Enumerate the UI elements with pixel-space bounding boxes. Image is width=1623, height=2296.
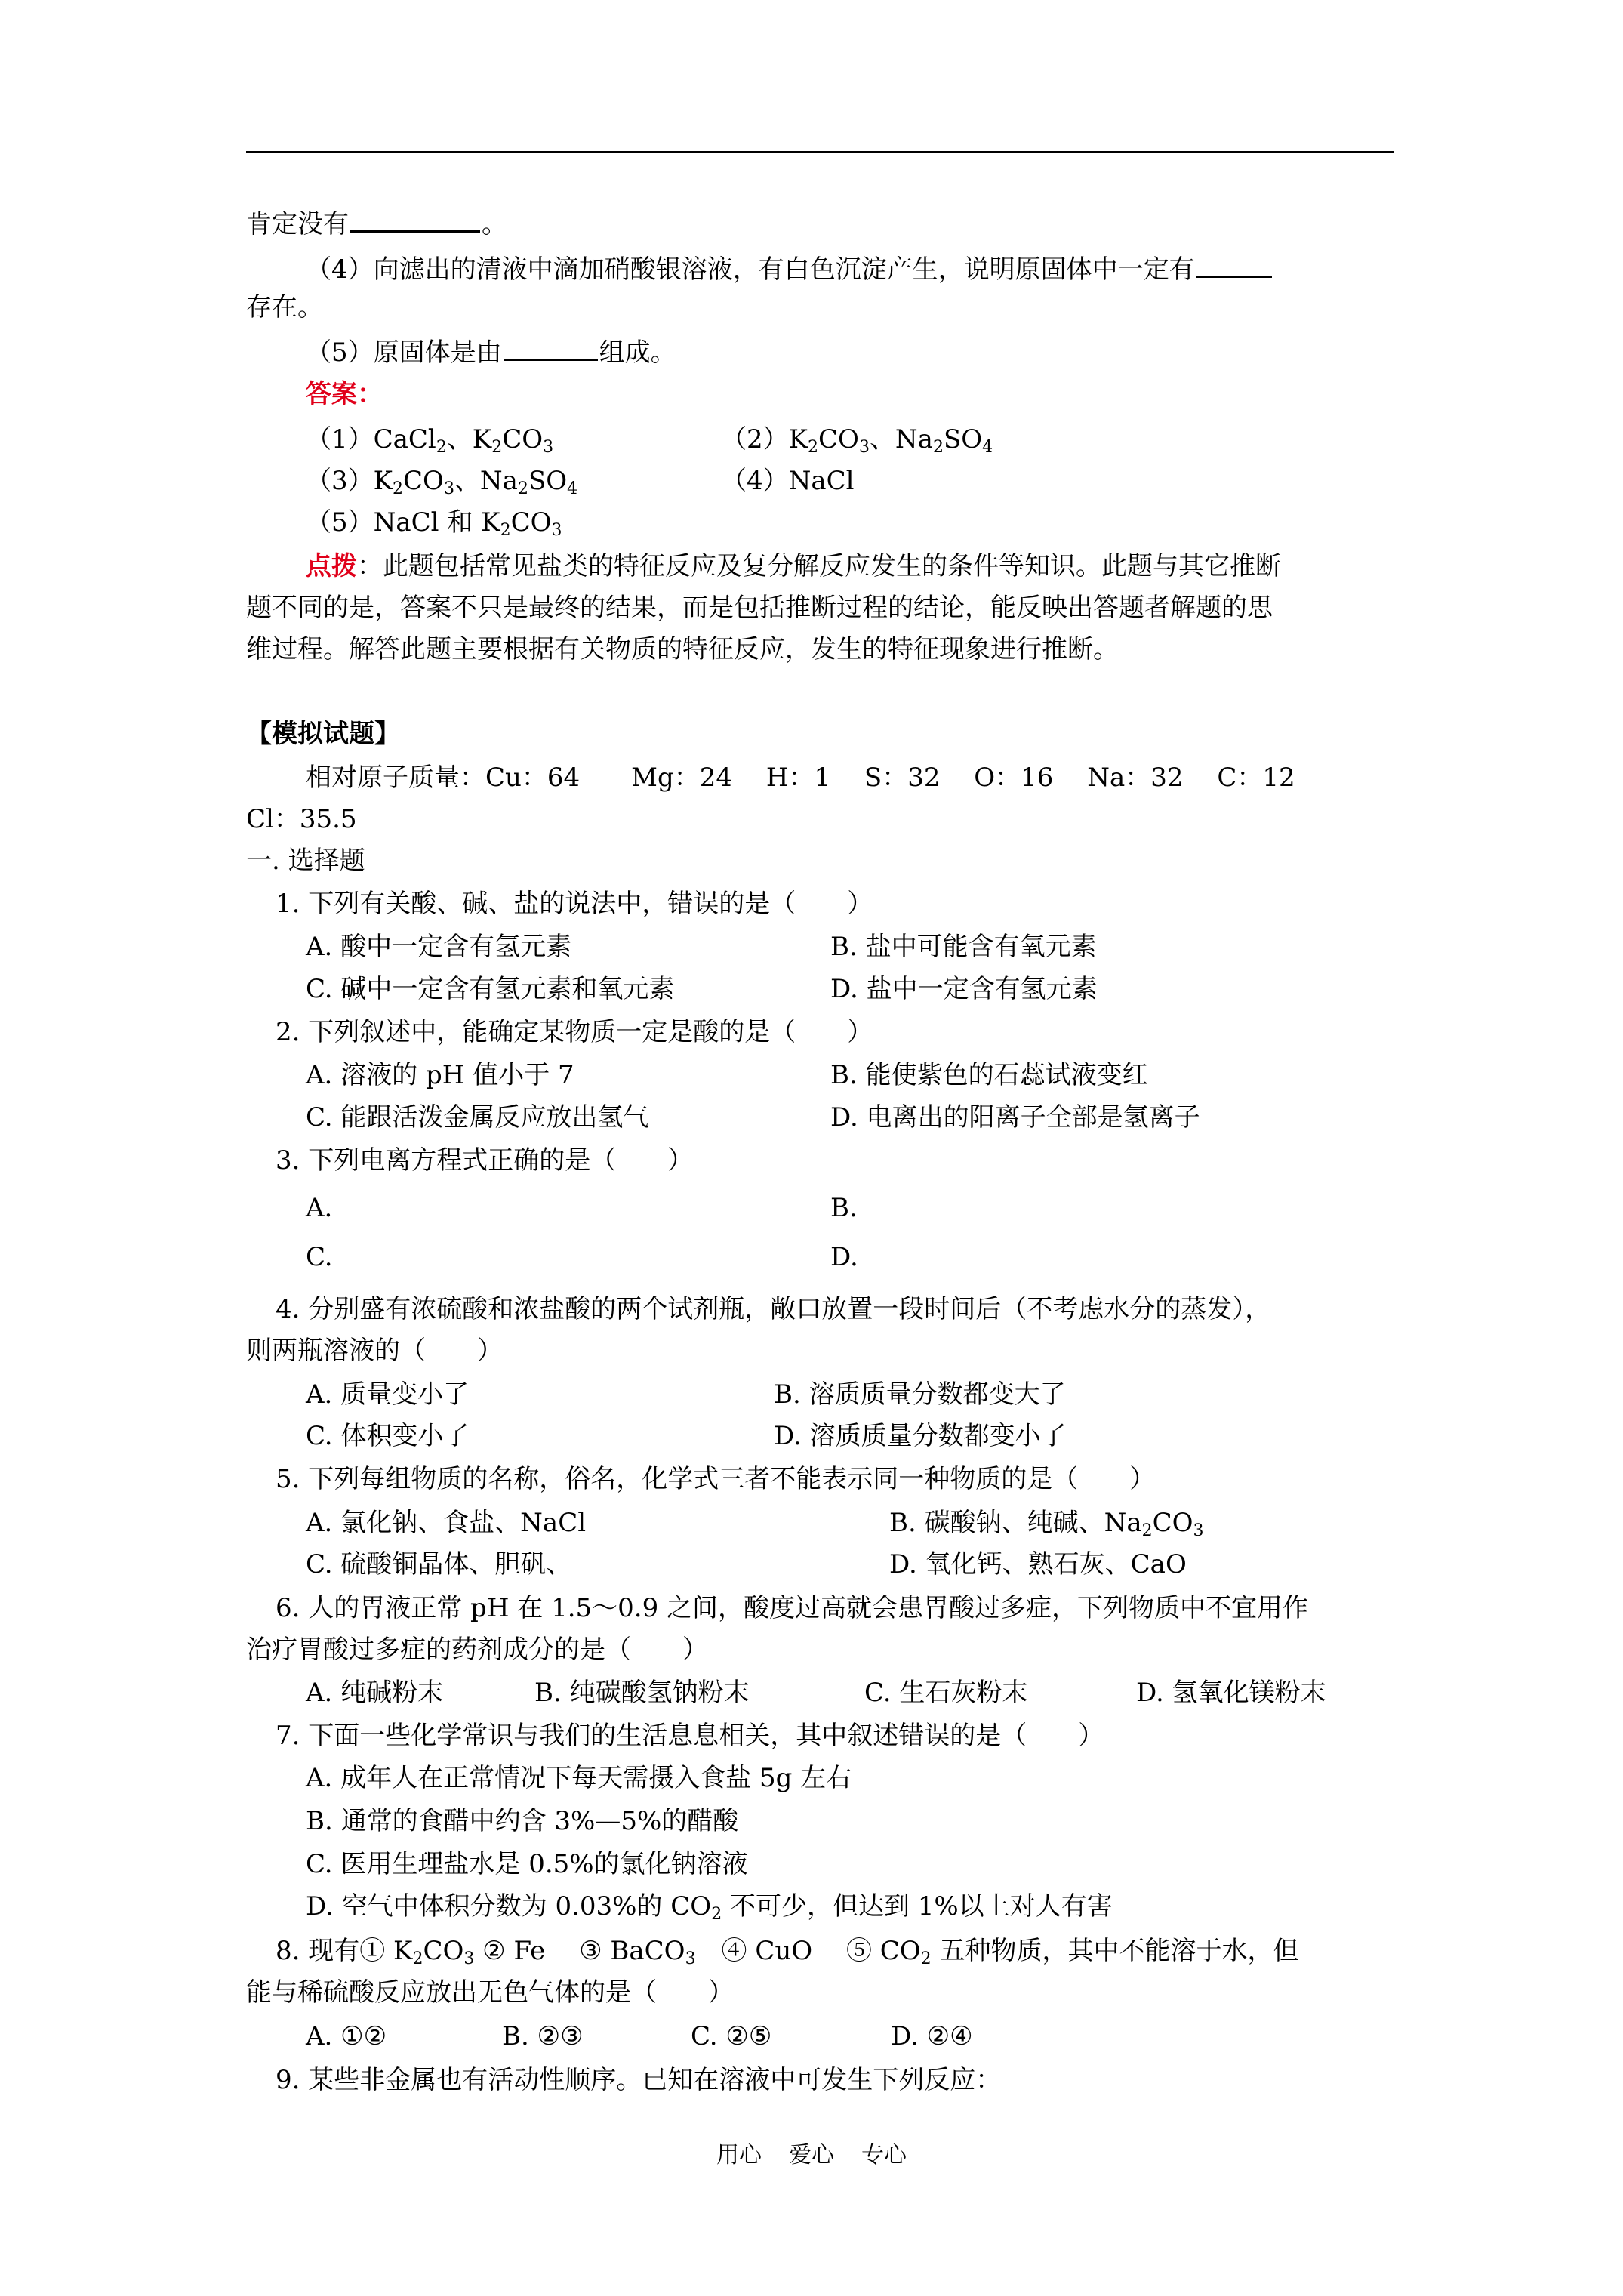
q4-line: [306, 253, 1273, 286]
q7-option-c: C. 医用生理盐水是 0.5%的氯化钠溶液: [306, 1849, 748, 1879]
answer-4: （4）NaCl: [721, 466, 855, 496]
q4-option-c: C. 体积变小了: [306, 1421, 470, 1451]
q3-tail-line: [246, 208, 507, 241]
q1-option-c: C. 碱中一定含有氢元素和氧元素: [306, 974, 675, 1004]
question-1: 1. 下列有关酸、碱、盐的说法中，错误的是（ ）: [276, 889, 873, 919]
atomic-mass-line2: Cl：35.5: [246, 804, 357, 834]
text: CO: [502, 424, 544, 455]
section-title: 【模拟试题】: [246, 719, 400, 749]
q8-option-b: B. ②③: [502, 2021, 584, 2051]
subscript: 4: [567, 479, 578, 498]
subscript: 2: [436, 438, 447, 457]
q5-option-d: D. 氧化钙、熟石灰、CaO: [889, 1549, 1187, 1579]
q5-option-b: [889, 1506, 1204, 1539]
subscript: 2: [932, 438, 944, 457]
subscript: 3: [685, 1949, 696, 1968]
q5-option-c: C. 硫酸铜晶体、胆矾、: [306, 1549, 572, 1579]
q1-option-a: A. 酸中一定含有氢元素: [306, 932, 572, 962]
q8-option-c: C. ②⑤: [691, 2021, 772, 2051]
answer-2: [721, 423, 993, 456]
part-title: 一. 选择题: [246, 846, 365, 876]
q5-line: [306, 336, 676, 369]
footer-word: 专心: [861, 2142, 907, 2168]
text: ：此题包括常见盐类的特征反应及复分解反应发生的条件等知识。此题与其它推断: [357, 551, 1281, 581]
text: 五种物质，其中不能溶于水，但: [931, 1936, 1299, 1966]
q2-option-a: A. 溶液的 pH 值小于 7: [306, 1060, 574, 1090]
answer-1: [306, 423, 553, 456]
text: SO: [943, 424, 983, 455]
subscript: 3: [463, 1949, 475, 1968]
q4-option-d: D. 溶质质量分数都变小了: [774, 1421, 1067, 1451]
header-rule: [246, 151, 1394, 153]
q3-option-b: B.: [830, 1193, 858, 1223]
text: 。: [482, 209, 507, 239]
question-2: 2. 下列叙述中，能确定某物质一定是酸的是（ ）: [276, 1017, 873, 1047]
hint-line2: 题不同的是，答案不只是最终的结果，而是包括推断过程的结论，能反映出答题者解题的思: [246, 593, 1273, 623]
subscript: 2: [393, 479, 404, 498]
text: 不可少，但达到 1%以上对人有害: [722, 1891, 1113, 1922]
subscript: 3: [858, 438, 870, 457]
answer-blank: [1196, 253, 1272, 278]
question-7: 7. 下面一些化学常识与我们的生活息息相关，其中叙述错误的是（ ）: [276, 1721, 1104, 1751]
text: CO: [510, 507, 552, 538]
text: ② Fe ③ BaCO: [474, 1936, 685, 1966]
subscript: 2: [808, 438, 819, 457]
q4-option-b: B. 溶质质量分数都变大了: [774, 1379, 1066, 1410]
page-footer: [0, 2140, 1623, 2171]
answer-5: [306, 506, 562, 539]
text: 肯定没有: [246, 209, 349, 239]
question-9: 9. 某些非金属也有活动性顺序。已知在溶液中可发生下列反应：: [276, 2065, 1002, 2095]
question-6-line2: 治疗胃酸过多症的药剂成分的是（ ）: [246, 1635, 708, 1665]
subscript: 2: [412, 1949, 423, 1968]
q2-option-d: D. 电离出的阳离子全部是氢离子: [830, 1102, 1200, 1133]
answer-3: [306, 464, 577, 498]
text: CO: [403, 466, 444, 496]
text: 组成。: [599, 337, 676, 368]
q6-option-c: C. 生石灰粉末: [864, 1678, 1028, 1708]
footer-word: 用心: [716, 2142, 762, 2168]
text: ④ CuO ⑤ CO: [695, 1936, 921, 1966]
text: CO: [818, 424, 859, 455]
text: （2）K: [721, 424, 808, 455]
text: B. 碳酸钠、纯碱、Na: [889, 1508, 1142, 1538]
text: （5）原固体是由: [306, 337, 502, 368]
hint-label: 点拨: [306, 551, 357, 581]
answer-blank: [504, 336, 598, 361]
text: （1）CaCl: [306, 424, 436, 455]
q3-option-a: A.: [306, 1193, 333, 1223]
hint-line1: [306, 550, 1281, 583]
subscript: 2: [1141, 1521, 1153, 1540]
subscript: 3: [551, 521, 562, 540]
q7-option-a: A. 成年人在正常情况下每天需摄入食盐 5g 左右: [306, 1763, 852, 1793]
q1-option-b: B. 盐中可能含有氧元素: [830, 932, 1097, 962]
atomic-mass-line1: 相对原子质量：Cu：64 Mg：24 H：1 S：32 O：16 Na：32 C：12: [306, 763, 1295, 793]
q5-option-a: A. 氯化钠、食盐、NaCl: [306, 1508, 587, 1538]
subscript: 2: [711, 1905, 722, 1924]
question-3: 3. 下列电离方程式正确的是（ ）: [276, 1145, 694, 1176]
question-8-line2: 能与稀硫酸反应放出无色气体的是（ ）: [246, 1977, 734, 2008]
q7-option-b: B. 通常的食醋中约含 3%—5%的醋酸: [306, 1806, 739, 1836]
question-4-line2: 则两瓶溶液的（ ）: [246, 1336, 503, 1366]
q7-option-d: [306, 1890, 1113, 1923]
q6-option-b: B. 纯碳酸氢钠粉末: [534, 1678, 750, 1708]
text: 、Na: [454, 466, 518, 496]
subscript: 3: [443, 479, 454, 498]
text: （5）NaCl 和 K: [306, 507, 500, 538]
text: D. 空气中体积分数为 0.03%的 CO: [306, 1891, 712, 1922]
text: （3）K: [306, 466, 393, 496]
q8-option-a: A. ①②: [306, 2021, 387, 2051]
q6-option-a: A. 纯碱粉末: [306, 1678, 444, 1708]
text: 、Na: [869, 424, 933, 455]
question-6: 6. 人的胃液正常 pH 在 1.5～0.9 之间，酸度过高就会患胃酸过多症，下列物质中不宜用作: [276, 1593, 1309, 1623]
text: SO: [528, 466, 568, 496]
q1-option-d: D. 盐中一定含有氢元素: [830, 974, 1098, 1004]
q4-line2: 存在。: [246, 292, 323, 322]
q3-option-d: D.: [830, 1242, 858, 1272]
answer-blank: [350, 208, 480, 233]
text: 8. 现有① K: [276, 1936, 413, 1966]
q4-option-a: A. 质量变小了: [306, 1379, 470, 1410]
subscript: 3: [1193, 1521, 1204, 1540]
subscript: 3: [543, 438, 554, 457]
footer-word: 爱心: [789, 2142, 834, 2168]
text: CO: [1152, 1508, 1193, 1538]
subscript: 2: [517, 479, 528, 498]
subscript: 2: [500, 521, 511, 540]
text: （4）向滤出的清液中滴加硝酸银溶液，有白色沉淀产生，说明原固体中一定有: [306, 254, 1195, 285]
question-8: [276, 1934, 1298, 1968]
q2-option-b: B. 能使紫色的石蕊试液变红: [830, 1060, 1148, 1090]
text: 、K: [446, 424, 492, 455]
q6-option-d: D. 氢氧化镁粉末: [1136, 1678, 1326, 1708]
q3-option-c: C.: [306, 1242, 333, 1272]
q2-option-c: C. 能跟活泼金属反应放出氢气: [306, 1102, 649, 1133]
text: CO: [423, 1936, 464, 1966]
subscript: 4: [982, 438, 993, 457]
q8-option-d: D. ②④: [891, 2021, 973, 2051]
subscript: 2: [491, 438, 503, 457]
answer-label: 答案：: [306, 379, 383, 409]
question-5: 5. 下列每组物质的名称，俗名，化学式三者不能表示同一种物质的是（ ）: [276, 1464, 1156, 1494]
question-4: 4. 分别盛有浓硫酸和浓盐酸的两个试剂瓶，敞口放置一段时间后（不考虑水分的蒸发），: [276, 1294, 1271, 1324]
hint-line3: 维过程。解答此题主要根据有关物质的特征反应，发生的特征现象进行推断。: [246, 634, 1119, 664]
subscript: 2: [920, 1949, 932, 1968]
